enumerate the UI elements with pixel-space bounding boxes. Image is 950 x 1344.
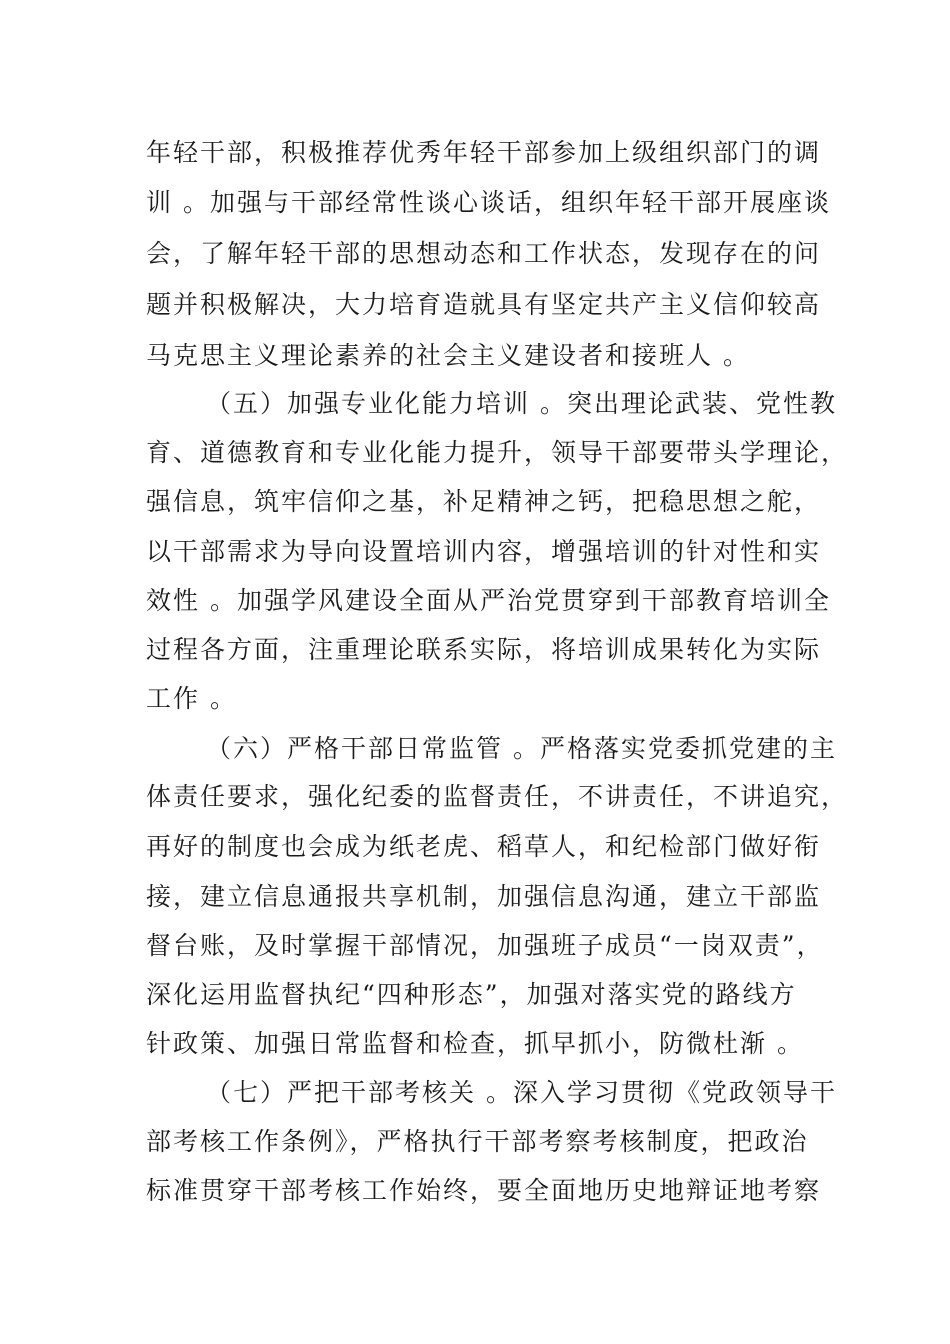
text-line: 题并积极解决，大力培育造就具有坚定共产主义信仰较高 xyxy=(146,290,822,319)
text-line: 年轻干部，积极推荐优秀年轻干部参加上级组织部门的调 xyxy=(146,138,822,167)
text-line: 督台账，及时掌握干部情况，加强班子成员“一岗双责”， xyxy=(146,931,824,960)
text-line: 育、道德教育和专业化能力提升，领导干部要带头学理论， xyxy=(146,438,849,467)
text-line: 体责任要求，强化纪委的监督责任，不讲责任，不讲追究， xyxy=(146,782,849,811)
text-line: 过程各方面，注重理论联系实际，将培训成果转化为实际 xyxy=(146,635,822,664)
text-line: 强信息，筑牢信仰之基，补足精神之钙，把稳思想之舵， xyxy=(146,487,822,516)
text-line: 针政策、加强日常监督和检查，抓早抓小，防微杜渐 。 xyxy=(146,1029,804,1058)
text-line: 再好的制度也会成为纸老虎、稻草人，和纪检部门做好衔 xyxy=(146,832,822,861)
text-line: 以干部需求为导向设置培训内容，增强培训的针对性和实 xyxy=(146,537,822,566)
text-line: 马克思主义理论素养的社会主义建设者和接班人 。 xyxy=(146,341,750,370)
section-heading-line: （五）加强专业化能力培训 。突出理论武装、党性教 xyxy=(206,389,837,418)
section-heading-line: （七）严把干部考核关 。深入学习贯彻《党政领导干 xyxy=(206,1078,837,1107)
text-line: 标准贯穿干部考核工作始终，要全面地历史地辩证地考察 xyxy=(146,1176,822,1205)
text-line: 工作 。 xyxy=(146,684,237,713)
text-line: 会，了解年轻干部的思想动态和工作状态，发现存在的问 xyxy=(146,239,822,268)
text-line: 效性 。加强学风建设全面从严治党贯穿到干部教育培训全 xyxy=(146,586,831,615)
text-line: 接，建立信息通报共享机制，加强信息沟通，建立干部监 xyxy=(146,882,822,911)
text-line: 部考核工作条例》，严格执行干部考察考核制度，把政治 xyxy=(146,1127,809,1156)
section-heading-line: （六）严格干部日常监管 。严格落实党委抓党建的主 xyxy=(206,734,837,763)
text-line: 训 。加强与干部经常性谈心谈话，组织年轻干部开展座谈 xyxy=(146,188,831,217)
text-line: 深化运用监督执纪“四种形态”，加强对落实党的路线方 xyxy=(146,980,797,1009)
